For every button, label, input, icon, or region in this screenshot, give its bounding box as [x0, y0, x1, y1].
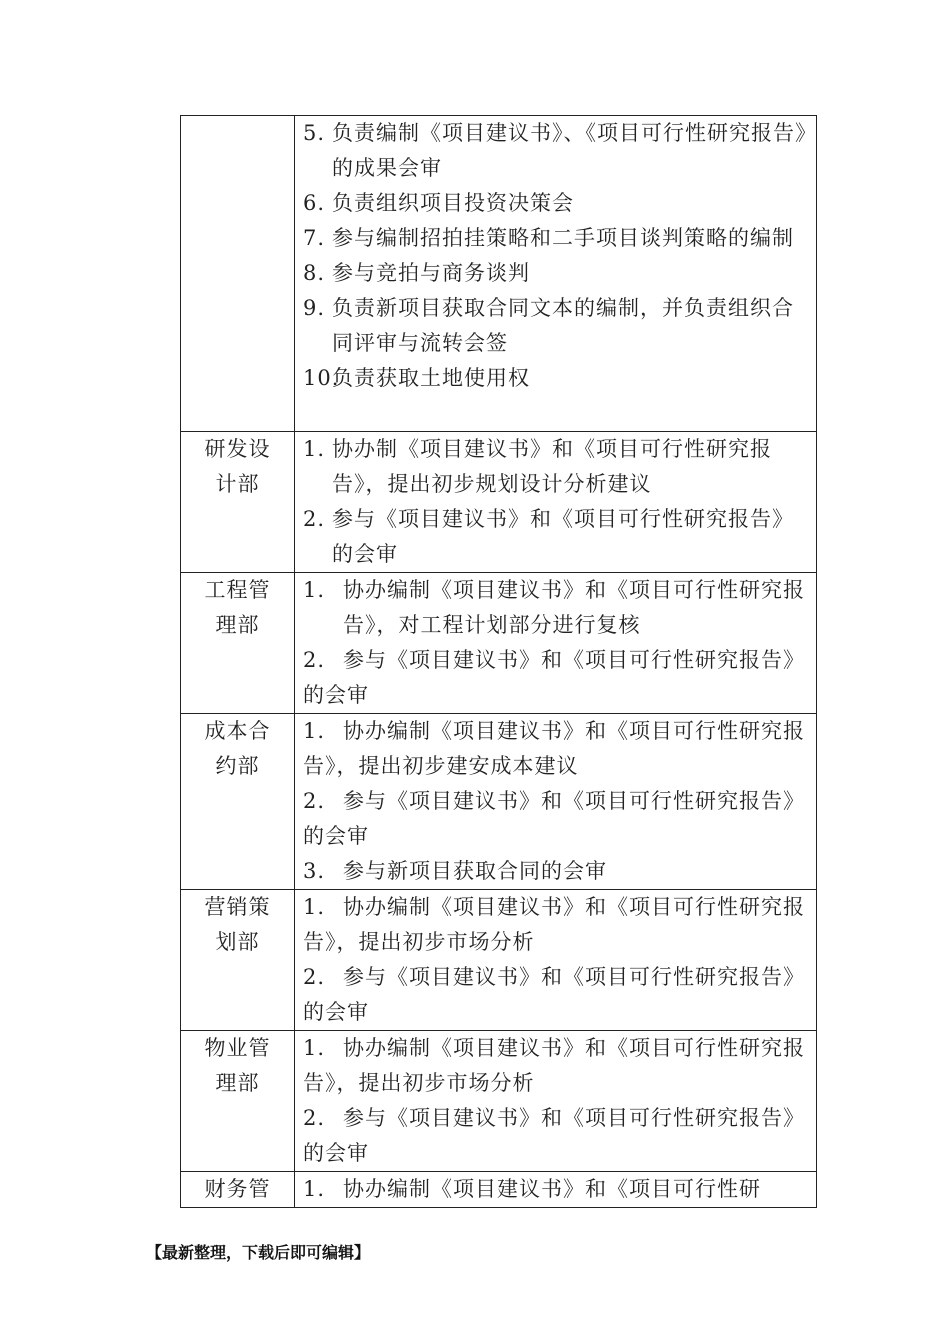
- duty-text: 协办编制《项目建议书》和《项目可行性研究报告》，对工程计划部分进行复核: [343, 578, 805, 637]
- dept-cell: [181, 1031, 295, 1172]
- duty-number: 2.: [303, 648, 326, 672]
- duty-text: 协办编制《项目建议书》和《项目可行性研究报告》，提出初步市场分析: [303, 1036, 805, 1095]
- duty-text: 参与编制招拍挂策略和二手项目谈判策略的编制: [332, 226, 794, 250]
- duty-text: 协办制《项目建议书》和《项目可行性研究报告》，提出初步规划设计分析建议: [332, 437, 772, 496]
- dept-cell: [181, 116, 295, 432]
- dept-name: 物业管理部: [204, 1036, 271, 1095]
- duty-text: 负责新项目获取合同文本的编制，并负责组织合同评审与流转会签: [332, 296, 794, 355]
- duty-number: 3.: [303, 859, 326, 883]
- duty-item: [303, 890, 812, 960]
- dept-name: 财务管: [204, 1177, 271, 1201]
- dept-name: 工程管理部: [204, 578, 271, 637]
- duty-item: [303, 116, 812, 186]
- duties-cell: [295, 714, 817, 890]
- duty-text: 参与《项目建议书》和《项目可行性研究报告》的会审: [303, 648, 805, 707]
- table-row: [181, 573, 817, 714]
- duty-number: 1.: [303, 437, 326, 461]
- duty-number: 5.: [303, 121, 326, 145]
- duties-cell: [295, 1031, 817, 1172]
- duty-text: 协办编制《项目建议书》和《项目可行性研究报告》，提出初步市场分析: [303, 895, 805, 954]
- table-row: [181, 1172, 817, 1208]
- duty-text: 负责获取土地使用权: [332, 366, 530, 390]
- duty-item: [303, 256, 812, 291]
- duty-text: 协办编制《项目建议书》和《项目可行性研究报告》，提出初步建安成本建议: [303, 719, 805, 778]
- duty-item: [303, 714, 812, 784]
- table-row: [181, 116, 817, 432]
- duty-number: 6.: [303, 191, 326, 215]
- duty-number: 2.: [303, 789, 326, 813]
- dept-cell: [181, 890, 295, 1031]
- duties-cell: [295, 1172, 817, 1208]
- duties-cell: [295, 573, 817, 714]
- duty-item: [303, 432, 812, 502]
- duty-number: 2.: [303, 965, 326, 989]
- duty-item: [303, 291, 812, 361]
- duty-text: 协办编制《项目建议书》和《项目可行性研: [343, 1177, 761, 1201]
- duty-text: 参与新项目获取合同的会审: [343, 859, 607, 883]
- duty-text: 参与《项目建议书》和《项目可行性研究报告》的会审: [332, 507, 794, 566]
- duty-item: [303, 854, 812, 889]
- table-row: [181, 714, 817, 890]
- dept-name: 营销策划部: [204, 895, 271, 954]
- duties-cell: [295, 116, 817, 432]
- duty-text: 参与《项目建议书》和《项目可行性研究报告》的会审: [303, 965, 805, 1024]
- duty-number: 9.: [303, 296, 326, 320]
- dept-cell: [181, 714, 295, 890]
- duty-number: 8.: [303, 261, 326, 285]
- duty-number: 2.: [303, 1106, 326, 1130]
- duty-item: [303, 221, 812, 256]
- duty-item: [303, 1101, 812, 1171]
- duty-text: 负责组织项目投资决策会: [332, 191, 574, 215]
- duty-item: [303, 784, 812, 854]
- duty-item: [303, 643, 812, 713]
- duty-item: [303, 960, 812, 1030]
- duty-number: 1.: [303, 578, 326, 602]
- duty-item: [303, 1172, 812, 1207]
- duty-text: 参与《项目建议书》和《项目可行性研究报告》的会审: [303, 789, 805, 848]
- table-row: [181, 1031, 817, 1172]
- dept-name: 研发设计部: [204, 437, 271, 496]
- duty-item: [303, 1031, 812, 1101]
- duty-number: 7.: [303, 226, 326, 250]
- dept-cell: [181, 573, 295, 714]
- dept-name: 成本合约部: [204, 719, 271, 778]
- duties-cell: [295, 890, 817, 1031]
- duty-text: 负责编制《项目建议书》、《项目可行性研究报告》的成果会审: [332, 121, 807, 180]
- duty-number: 1.: [303, 1036, 326, 1060]
- duty-text: 参与竞拍与商务谈判: [332, 261, 530, 285]
- duty-item: [303, 573, 812, 643]
- duty-number: 10.: [303, 366, 340, 390]
- dept-cell: [181, 1172, 295, 1208]
- table-row: [181, 432, 817, 573]
- duty-number: 1.: [303, 719, 326, 743]
- duty-item: [303, 186, 812, 221]
- duties-table: [180, 115, 817, 1208]
- duty-item: [303, 361, 812, 396]
- duty-number: 1.: [303, 1177, 326, 1201]
- duties-cell: [295, 432, 817, 573]
- table-row: [181, 890, 817, 1031]
- duty-number: 1.: [303, 895, 326, 919]
- duty-item: [303, 502, 812, 572]
- duty-number: 2.: [303, 507, 326, 531]
- duty-text: 参与《项目建议书》和《项目可行性研究报告》的会审: [303, 1106, 805, 1165]
- footer-note: 【最新整理，下载后即可编辑】: [146, 1243, 371, 1262]
- dept-cell: [181, 432, 295, 573]
